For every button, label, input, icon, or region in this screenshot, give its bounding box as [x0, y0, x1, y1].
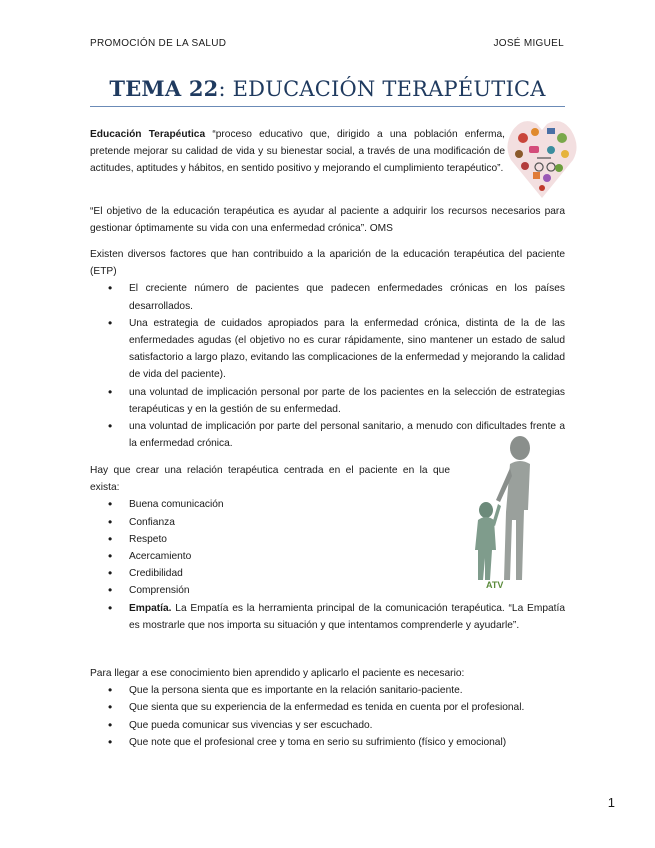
- list-item: • Buena comunicación: [90, 496, 565, 513]
- list-item: • Acercamiento: [90, 548, 565, 565]
- knowledge-intro: Para llegar a ese conocimiento bien aprendido y aplicarlo el paciente es necesario:: [90, 668, 465, 679]
- list-item: • Credibilidad: [90, 565, 565, 582]
- factors-intro: Existen diversos factores que han contribuido a la aparición de la educación terapéutica del paciente (ETP): [90, 249, 565, 278]
- page-title: [90, 76, 565, 101]
- list-item: • Que la persona sienta que es importante en la relación sanitario-paciente.: [90, 682, 565, 699]
- header-left: PROMOCIÓN DE LA SALUD: [90, 38, 227, 49]
- factors-section: [90, 246, 565, 452]
- intro-term: Educación Terapéutica: [90, 129, 206, 140]
- intro-definition: “proceso educativo que, dirigido a una población enferma, pretende mejorar su calidad de vida y su bienestar social, a través de una modificación de actitudes, aptitudes y hábitos, en sentido positivo y mejorando el cumplimiento terapéutico”.: [90, 129, 506, 175]
- list-item: • Confianza: [90, 514, 565, 531]
- quote-text: “El objetivo de la educación terapéutica es ayudar al paciente a adquirir los recursos necesarios para gestionar óptimamente su vida con una enfermedad crónica”. OMS: [90, 206, 565, 235]
- list-item: • El creciente número de pacientes que padecen enfermedades crónicas en los países desarrollados.: [90, 280, 565, 314]
- title-number: TEMA 22: [109, 76, 219, 101]
- relation-section: [90, 462, 565, 634]
- list-item-empatia: [90, 600, 565, 634]
- knowledge-list: [90, 682, 565, 751]
- knowledge-section: [90, 665, 565, 751]
- list-item: • una voluntad de implicación por parte del personal sanitario, a menudo con dificultades frente a la enfermedad crónica.: [90, 418, 565, 452]
- page-number: 1: [607, 795, 615, 810]
- relation-intro: Hay que crear una relación terapéutica centrada en el paciente en la que exista:: [90, 465, 450, 494]
- figure-label: ATV: [486, 580, 504, 590]
- list-item: • Que sienta que su experiencia de la enfermedad es tenida en cuenta por el profesional.: [90, 699, 565, 716]
- title-divider: [90, 106, 565, 107]
- list-item: • Comprensión: [90, 582, 565, 599]
- list-item: • Que pueda comunicar sus vivencias y ser escuchado.: [90, 717, 565, 734]
- list-item: • una voluntad de implicación personal por parte de los pacientes en la selección de estrategias terapéuticas y en la gestión de su enfermedad.: [90, 384, 565, 418]
- oms-quote: [90, 203, 565, 237]
- header-right: JOSÉ MIGUEL: [493, 38, 564, 49]
- empatia-text: La Empatía es la herramienta principal de la comunicación terapéutica. “La Empatía es mostrarle que nos importa su situación y que intentamos comprenderle y ayudarle”.: [129, 602, 565, 631]
- empatia-term: Empatía.: [129, 602, 172, 614]
- relation-list: [90, 496, 565, 634]
- factors-list: [90, 280, 565, 452]
- list-item: • Que note que el profesional cree y toma en serio su sufrimiento (físico y emocional): [90, 734, 565, 751]
- title-text: : EDUCACIÓN TERAPÉUTICA: [218, 77, 546, 101]
- heart-health-illustration: [507, 108, 577, 200]
- intro-paragraph: [90, 126, 505, 178]
- list-item: • Una estrategia de cuidados apropiados para la enfermedad crónica, distinta de la de las enfermedades agudas (el objetivo no es curar rápidamente, sino mantener un estado de salud satisfactorio a largo plazo, evitando las complicaciones de la enfermedad y mejorando la calidad de vida del paciente).: [90, 315, 565, 384]
- list-item: • Respeto: [90, 531, 565, 548]
